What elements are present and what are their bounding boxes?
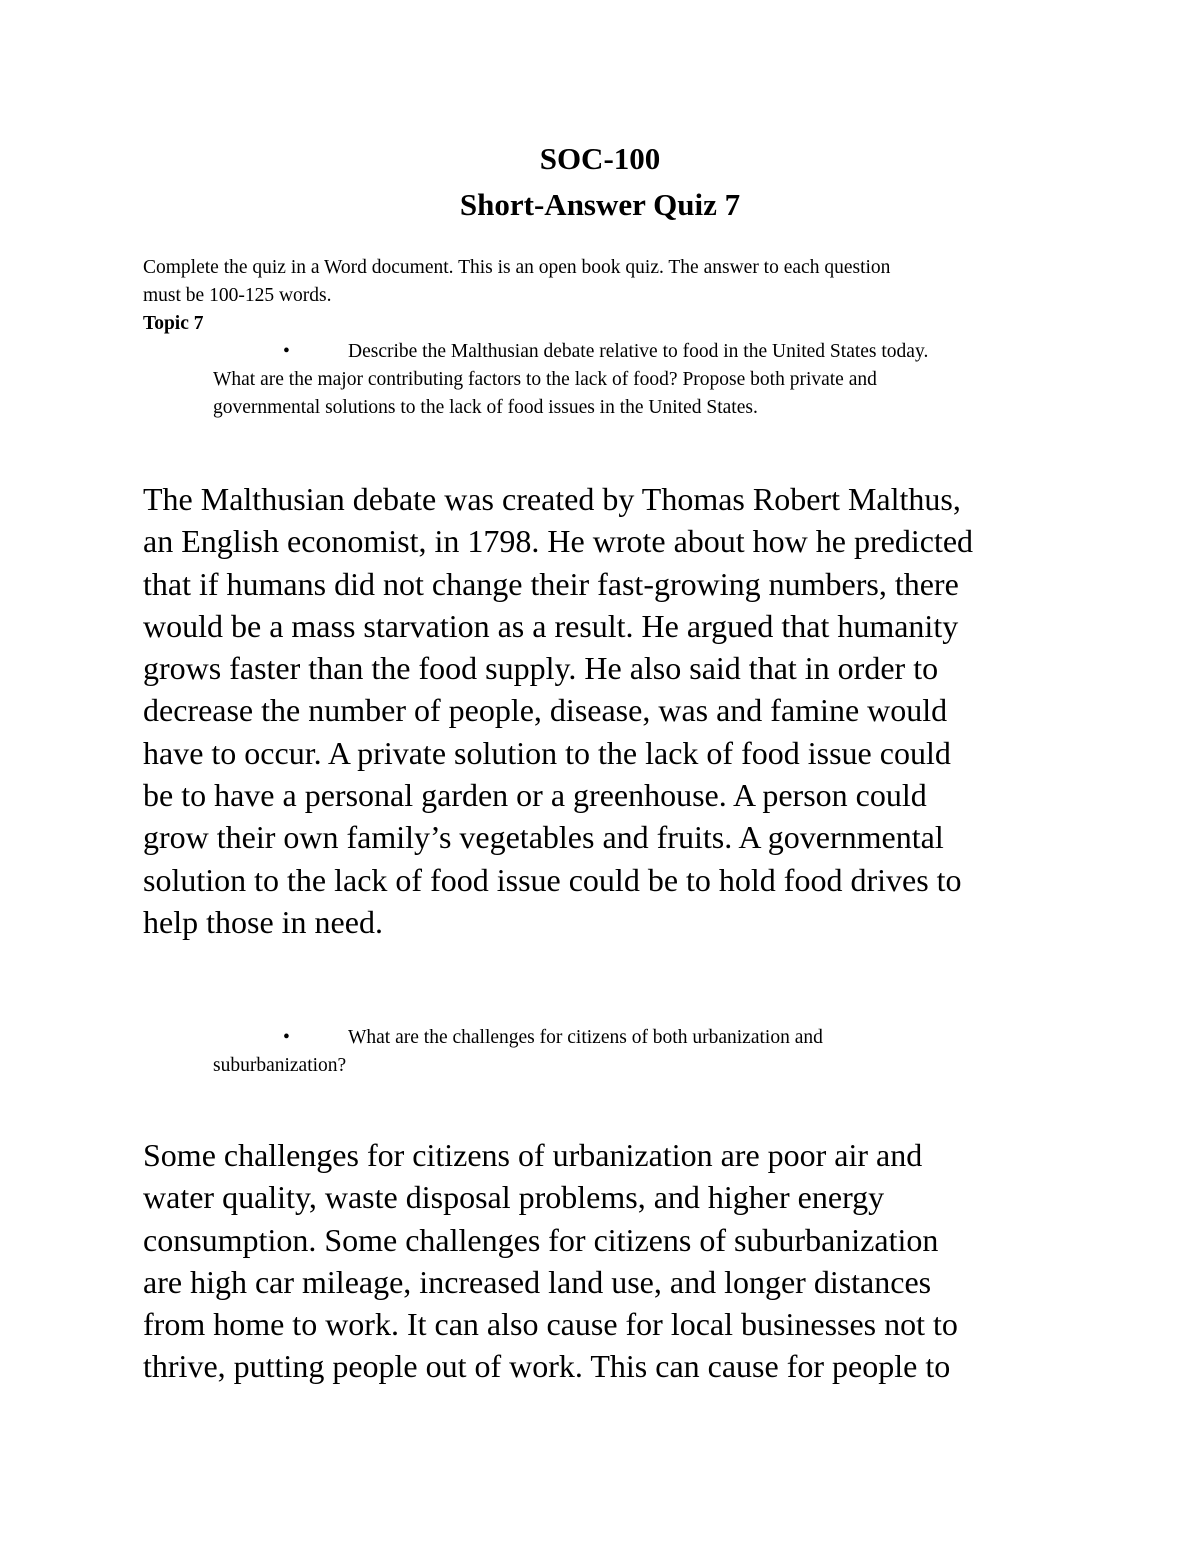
answer-line: grow their own family’s vegetables and fruits. A governmental: [143, 819, 944, 856]
answer-line: be to have a personal garden or a greenhouse. A person could: [143, 777, 927, 814]
instructions-line: must be 100-125 words.: [143, 285, 332, 306]
quiz-title-heading: Short-Answer Quiz 7: [459, 187, 741, 222]
topic-label: Topic 7: [143, 313, 204, 334]
question-2-first-line: What are the challenges for citizens of both urbanization and: [348, 1027, 823, 1048]
answer-line: that if humans did not change their fast-growing numbers, there: [143, 565, 959, 602]
question-1-first-line: Describe the Malthusian debate relative to food in the United States today.: [348, 341, 929, 362]
question-2: [213, 1024, 1073, 1080]
question-2-line: suburbanization?: [213, 1055, 347, 1076]
answer-line: help those in need.: [143, 903, 383, 940]
answer-line: from home to work. It can also cause for local businesses not to: [143, 1306, 958, 1343]
question-1: [213, 338, 1073, 422]
question-1-line: governmental solutions to the lack of food issues in the United States.: [213, 397, 758, 418]
answer-line: Some challenges for citizens of urbanization are poor air and: [143, 1137, 923, 1173]
bullet-icon: •: [283, 1027, 290, 1048]
answer-line: an English economist, in 1798. He wrote about how he predicted: [143, 523, 974, 560]
question-1-line: What are the major contributing factors to the lack of food? Propose both private and: [213, 369, 877, 390]
answer-line: solution to the lack of food issue could be to hold food drives to: [143, 861, 962, 898]
answer-line: decrease the number of people, disease, was and famine would: [143, 692, 948, 729]
instructions-line: Complete the quiz in a Word document. This is an open book quiz. The answer to each question: [143, 257, 891, 278]
instructions-paragraph: [143, 254, 1073, 310]
bullet-icon: •: [283, 341, 290, 362]
answer-line: would be a mass starvation as a result. He argued that humanity: [143, 607, 959, 644]
course-code-heading: SOC-100: [539, 141, 661, 176]
answer-line: The Malthusian debate was created by Thomas Robert Malthus,: [143, 481, 961, 517]
answer-line: have to occur. A private solution to the lack of food issue could: [143, 734, 951, 771]
answer-line: water quality, waste disposal problems, and higher energy: [143, 1179, 885, 1216]
answer-2-paragraph: [143, 1134, 1073, 1388]
answer-line: grows faster than the food supply. He also said that in order to: [143, 650, 939, 687]
answer-line: are high car mileage, increased land use, and longer distances: [143, 1263, 932, 1300]
answer-1-paragraph: [143, 478, 1073, 943]
answer-line: thrive, putting people out of work. This can cause for people to: [143, 1348, 951, 1385]
answer-line: consumption. Some challenges for citizens of suburbanization: [143, 1221, 939, 1258]
